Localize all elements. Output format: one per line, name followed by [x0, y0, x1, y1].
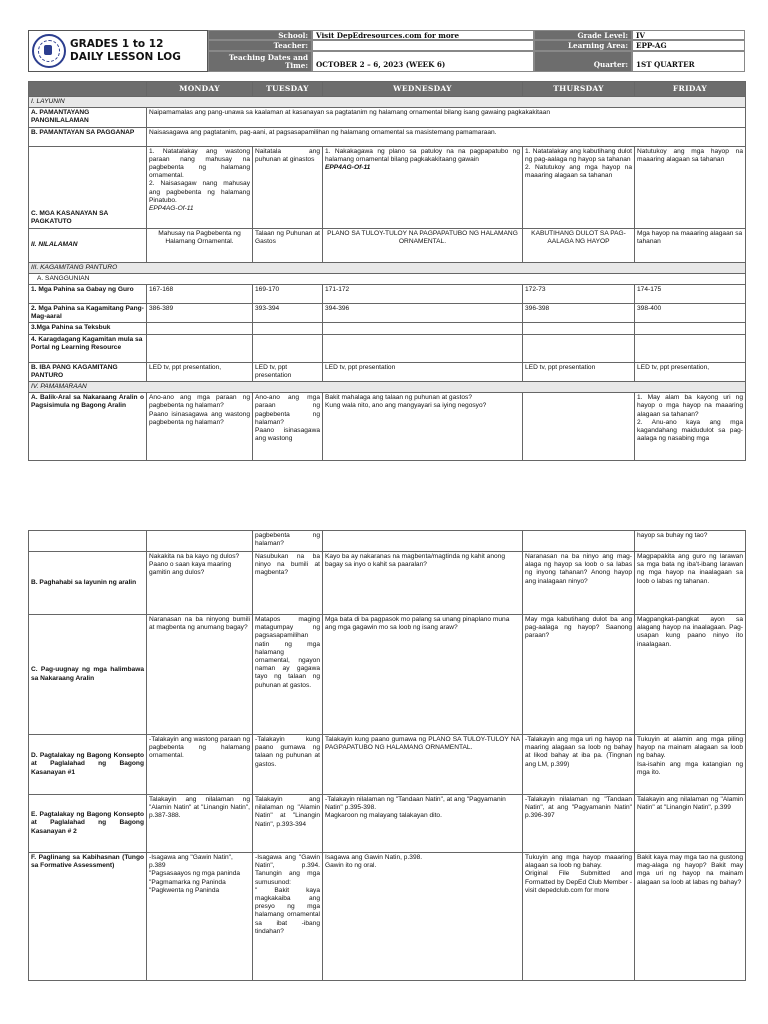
row-label-learning-resource: 4. Karagdagang Kagamitan mula sa Portal ng Learning Resource — [29, 334, 147, 362]
nilalaman-wednesday: PLANO SA TULOY-TULOY NA PAGPAPATUBO NG HALAMANG ORNAMENTAL. — [323, 228, 523, 262]
quarter-label: Quarter: — [534, 51, 632, 72]
learning-area-value: EPP-AG — [632, 40, 745, 51]
row-label-nilalaman: II. NILALAMAN — [29, 228, 147, 262]
pagtalakay1-wednesday: Talakayin kung paano gumawa ng PLANO SA TULOY-TULOY NA PAGPAPATUBO NG HALAMANG ORNAMENTAL. — [323, 735, 523, 795]
gabay-tuesday: 169-170 — [253, 285, 323, 304]
learning-area-label: Learning Area: — [534, 40, 632, 51]
section-layunin: I. LAYUNIN — [29, 97, 746, 108]
kagamitan-tuesday: 393-394 — [253, 304, 323, 323]
lesson-table-part1 — [28, 81, 746, 461]
balik-tuesday-continued: pagbebenta ng halaman? — [253, 531, 323, 552]
table-row — [29, 334, 746, 362]
kagamitan-friday: 398-400 — [635, 304, 746, 323]
gabay-thursday: 172-73 — [523, 285, 635, 304]
row-label-pag-uugnay: C. Pag-uugnay ng mga halimbawa sa Nakaraang Aralin — [29, 615, 147, 735]
kagamitan-wednesday: 394-396 — [323, 304, 523, 323]
balik-thursday — [523, 393, 635, 461]
dates-label: Teaching Dates and Time: — [208, 51, 312, 72]
row-label-kasanayan: C. MGA KASANAYAN SA PAGKATUTO — [29, 146, 147, 228]
section-sanggunian: A. SANGGUNIAN — [29, 273, 746, 284]
nilalaman-tuesday: Talaan ng Puhunan at Gastos — [253, 228, 323, 262]
header — [28, 30, 745, 72]
header-title-box — [28, 30, 208, 72]
kasanayan-wednesday: 1. Nakakagawa ng plano sa patuloy na na pagpapatubo ng halamang ornamental bilang pagkakakitaang gawain EPP4AG-Of-11 — [323, 146, 523, 228]
iba-thursday: LED tv, ppt presentation — [523, 362, 635, 381]
paghahabi-thursday: Naranasan na ba ninyo ang mag-alaga ng hayop sa loob o sa labas ng inyong tahanan? Anong hayop ang inalagaan ninyo? — [523, 552, 635, 615]
day-wednesday: WEDNESDAY — [323, 82, 523, 97]
pamantayan-sa-pagganap-text: Naisasagawa ang pagtatanim, pag-aani, at pagsasapamilihan ng halamang ornamental sa masistemang pamamaraan. — [147, 127, 746, 146]
table-row — [29, 323, 746, 334]
balik-monday: Ano-ano ang mga paraan ng pagbebenta ng halaman? Paano isinasagawa ang wastong pagbebenta ng halaman? — [147, 393, 253, 461]
pagtalakay2-tuesday: Talakayin ang nilalaman ng "Alamin Natin" at "Linangin Natin", p.393-394 — [253, 795, 323, 853]
nilalaman-monday: Mahusay na Pagbebenta ng Halamang Ornamental. — [147, 228, 253, 262]
kagamitan-monday: 386-389 — [147, 304, 253, 323]
kasanayan-tuesday: Naitatala ang puhunan at ginastos — [253, 146, 323, 228]
header-title-line2: DAILY LESSON LOG — [70, 51, 181, 63]
row-label-pagtalakay-2: E. Pagtalakay ng Bagong Konsepto at Paglalahad ng Bagong Kasanayan # 2 — [29, 795, 147, 853]
nilalaman-friday: Mga hayop na maaaring alagaan sa tahanan — [635, 228, 746, 262]
kagamitan-thursday: 396-398 — [523, 304, 635, 323]
nilalaman-thursday: KABUTIHANG DULOT SA PAG-AALAGA NG HAYOP — [523, 228, 635, 262]
section-row — [29, 97, 746, 108]
corner-cell — [29, 82, 147, 97]
pagtalakay2-thursday: -Talakayin nilalaman ng "Tandaan Natin", at ang "Pagyamanin Natin" p.396-397 — [523, 795, 635, 853]
deped-seal-icon — [32, 34, 66, 68]
row-label-paghahabi: B. Paghahabi sa layunin ng aralin — [29, 552, 147, 615]
pagtalakay2-monday: Talakayin ang nilalaman ng "Alamin Natin" at "Linangin Natin", p.387-388. — [147, 795, 253, 853]
table-row — [29, 304, 746, 323]
lesson-table-part2 — [28, 530, 746, 981]
paglinang-tuesday: -Isagawa ang "Gawin Natin", p.394. Tanungin ang mga sumusunod: " Bakit kaya magkakaiba ang presyo ng mga halamang ornamental sa ibat -ibang tindahan? — [253, 853, 323, 981]
table-row — [29, 362, 746, 381]
day-friday: FRIDAY — [635, 82, 746, 97]
kasanayan-monday-code: EPP4AG-Of-11 — [149, 205, 194, 213]
iba-tuesday: LED tv, ppt presentation — [253, 362, 323, 381]
row-label-balik-aral: A. Balik-Aral sa Nakaraang Aralin o Pagsisimula ng Bagong Aralin — [29, 393, 147, 461]
dates-value: OCTOBER 2 – 6, 2023 (WEEK 6) — [312, 51, 534, 72]
kasanayan-monday: 1. Natatalakay ang wastong paraan nang mahusay na pagbebenta ng halamang ornamental. 2. Naisasagaw nang mahusay ang pagbebenta ng halamang Pinatubo. EPP4AG-Of-11 — [147, 146, 253, 228]
pagtalakay1-friday: Tukuyin at alamin ang mga piling hayop na mainam alagaan sa loob ng bahay. Isa-isahin ang mga katangian ng mga ito. — [635, 735, 746, 795]
balik-tuesday: Ano-ano ang mga paraan ng pagbebenta ng halaman? Paano isinasagawa ang wastong — [253, 393, 323, 461]
section-row — [29, 273, 746, 284]
paghahabi-friday: Magpapakita ang guro ng larawan sa mga bata ng iba't-ibang larawan ng mga hayop na inaalagaan sa loob o labas ng tahanan. — [635, 552, 746, 615]
pamantayang-pangnilalaman-text: Naipamamalas ang pang-unawa sa kaalaman at kasanayan sa pagtatanim ng halamang ornamental bilang isang gawaing pagkakakitaan — [147, 108, 746, 127]
table-row — [29, 552, 746, 615]
row-label-iba-pang-kagamitan: B. IBA PANG KAGAMITANG PANTURO — [29, 362, 147, 381]
table-row — [29, 146, 746, 228]
gabay-monday: 167-168 — [147, 285, 253, 304]
pag-uugnay-monday: Naranasan na ba ninyong bumili at magbenta ng anumang bagay? — [147, 615, 253, 735]
day-tuesday: TUESDAY — [253, 82, 323, 97]
paghahabi-tuesday: Nasubukan na ba ninyo na bumili at magbenta? — [253, 552, 323, 615]
row-label-pagtalakay-1: D. Pagtalakay ng Bagong Konsepto at Paglalahad ng Bagong Kasanayan #1 — [29, 735, 147, 795]
row-label-gabay: 1. Mga Pahina sa Gabay ng Guro — [29, 285, 147, 304]
gabay-wednesday: 171-172 — [323, 285, 523, 304]
grade-level-label: Grade Level: — [534, 30, 632, 40]
pagtalakay1-thursday: -Talakayin ang mga uri ng hayop na maaring alagaan sa loob ng bahay at likod bahay at iba pa. (Tingnan ang LM, p.399) — [523, 735, 635, 795]
row-label-kagamitang-mag-aaral: 2. Mga Pahina sa Kagamitang Pang-Mag-aaral — [29, 304, 147, 323]
day-thursday: THURSDAY — [523, 82, 635, 97]
quarter-value: 1ST QUARTER — [632, 51, 745, 72]
header-info-grid — [208, 30, 745, 72]
school-label: School: — [208, 30, 312, 40]
paghahabi-monday: Nakakita na ba kayo ng dulos? Paano o saan kaya maaring gamitin ang dulos? — [147, 552, 253, 615]
header-title-line1: GRADES 1 to 12 — [70, 38, 164, 50]
row-label-teksbuk: 3.Mga Pahina sa Teksbuk — [29, 323, 147, 334]
kasanayan-thursday: 1. Natatalakay ang kabutihang dulot ng pag-aalaga ng hayop sa tahanan 2. Natutukoy ang mga hayop na maaaring alagaan sa tahanan — [523, 146, 635, 228]
pagtalakay2-wednesday: -Talakayin nilalaman ng "Tandaan Natin", at ang "Pagyamanin Natin" p.395-398. Magkaroon ng malayang talakayan dito. — [323, 795, 523, 853]
kasanayan-friday: Natutukoy ang mga hayop na maaaring alagaan sa tahanan — [635, 146, 746, 228]
kasanayan-wednesday-code: EPP4AG-Of-11 — [325, 164, 371, 172]
gabay-friday: 174-175 — [635, 285, 746, 304]
section-row — [29, 382, 746, 393]
table-row — [29, 795, 746, 853]
table-row — [29, 531, 746, 552]
row-label-paglinang: F. Paglinang sa Kabihasnan (Tungo sa Formative Assessment) — [29, 853, 147, 981]
section-pamamaraan: IV. PAMAMARAAN — [29, 382, 746, 393]
section-row — [29, 262, 746, 273]
pagtalakay1-tuesday: -Talakayin kung paano gumawa ng talaan ng puhunan at gastos. — [253, 735, 323, 795]
day-monday: MONDAY — [147, 82, 253, 97]
table-row — [29, 615, 746, 735]
lesson-log-page-2 — [28, 530, 745, 981]
pag-uugnay-tuesday: Matapos maging matagumpay ng pagsasapamilihan natin ng mga halamang ornamental, ngayon naman ay gagawa tayo ng talaan ng puhunan at gastos. — [253, 615, 323, 735]
balik-friday-continued: hayop sa buhay ng tao? — [635, 531, 746, 552]
pag-uugnay-friday: Magpangkat-pangkat ayon sa alagang hayop na inaalagaan. Pag-usapan kung paano ninyo ito inaalagaan. — [635, 615, 746, 735]
paghahabi-wednesday: Kayo ba ay nakaranas na magbenta/magtinda ng kahit anong bagay sa inyo o kahit sa paaralan? — [323, 552, 523, 615]
pag-uugnay-wednesday: Mga bata di ba pagpasok mo palang sa unang pinaplano muna ang mga gagawin mo sa loob ng isang araw? — [323, 615, 523, 735]
paglinang-wednesday: Isagawa ang Gawin Natin, p.398. Gawin ito ng oral. — [323, 853, 523, 981]
balik-wednesday: Bakit mahalaga ang talaan ng puhunan at gastos? Kung wala nito, ano ang mangyayari sa iying negosyo? — [323, 393, 523, 461]
pagtalakay1-monday: -Talakayin ang wastong paraan ng pagbebenta ng halamang ornamental. — [147, 735, 253, 795]
iba-friday: LED tv, ppt presentation, — [635, 362, 746, 381]
pagtalakay2-friday: Talakayin ang nilalaman ng "Alamin Natin" at "Linangin Natin", p.399 — [635, 795, 746, 853]
table-row — [29, 853, 746, 981]
teacher-value — [312, 40, 534, 51]
paglinang-thursday: Tukuyin ang mga hayop maaaring alagaan sa loob ng bahay. Original File Submitted and Formatted by DepEd Club Member - visit depedclub.com for more — [523, 853, 635, 981]
table-row — [29, 735, 746, 795]
paglinang-monday: -Isagawa ang "Gawin Natin", p.389 "Pagsasaayos ng mga paninda "Pagmamarka ng Paninda "Pagkwenta ng Paninda — [147, 853, 253, 981]
balik-friday: 1. May alam ba kayong uri ng hayop o mga hayop na maaaring alagaan sa tahanan? 2. Anu-ano kaya ang mga kagandahang maidudulot sa pag-aalaga ng nasabing mga — [635, 393, 746, 461]
paglinang-friday: Bakit kaya may mga tao na gustong mag-alaga ng hayop? Bakit may mga uri ng hayop na mainam alagaan sa loob at labas ng bahay? — [635, 853, 746, 981]
pag-uugnay-thursday: May mga kabutihang dulot ba ang pag-aalaga ng hayop? Saanong paraan? — [523, 615, 635, 735]
grade-level-value: IV — [632, 30, 745, 40]
lesson-log-page-1 — [28, 30, 745, 461]
table-row — [29, 108, 746, 127]
table-row — [29, 228, 746, 262]
row-label-pamantayan-sa-pagganap: B. PAMANTAYAN SA PAGGANAP — [29, 127, 147, 146]
iba-monday: LED tv, ppt presentation, — [147, 362, 253, 381]
table-row — [29, 127, 746, 146]
section-kagamitang-panturo: III. KAGAMITANG PANTURO — [29, 262, 746, 273]
teacher-label: Teacher: — [208, 40, 312, 51]
iba-wednesday: LED tv, ppt presentation — [323, 362, 523, 381]
school-value: Visit DepEdresources.com for more — [312, 30, 534, 40]
table-row — [29, 285, 746, 304]
row-label-pamantayang-pangnilalaman: A. PAMANTAYANG PANGNILALAMAN — [29, 108, 147, 127]
table-row — [29, 393, 746, 461]
day-header-row — [29, 82, 746, 97]
